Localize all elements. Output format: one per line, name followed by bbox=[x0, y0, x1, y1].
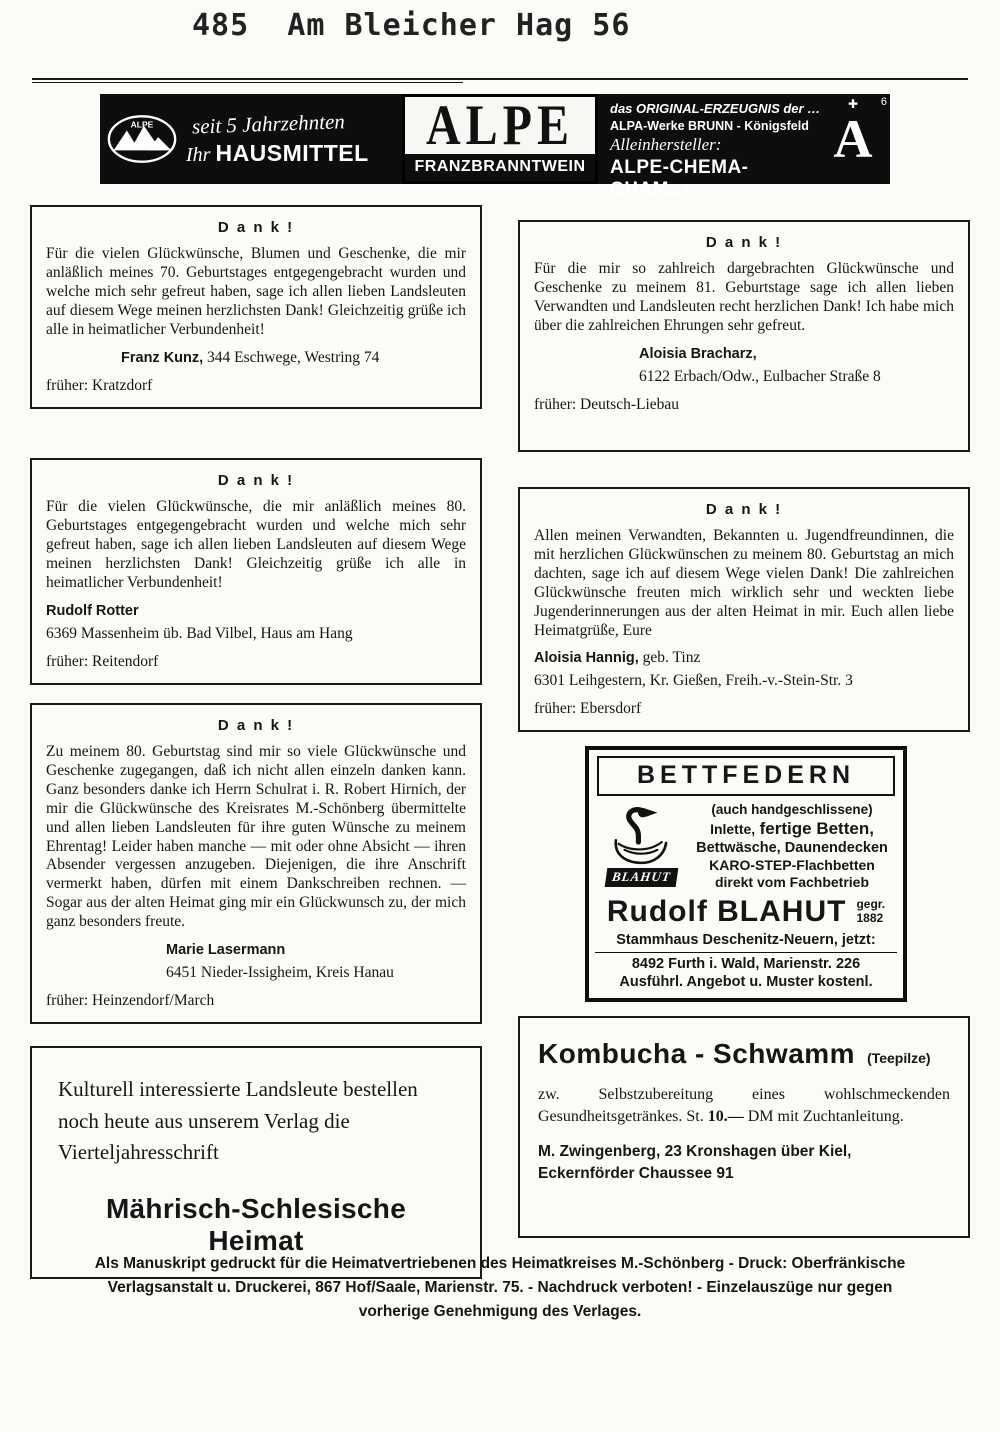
blahut-logo-label: BLAHUT bbox=[604, 868, 677, 887]
imprint-line-1: Als Manuskript gedruckt für die Heimatvertriebenen des Heimatkreises M.-Schönberg - Druck: Oberfränkische bbox=[94, 1255, 906, 1272]
notice-heading: D a n k ! bbox=[217, 717, 295, 734]
notice-rudolf-rotter bbox=[30, 458, 482, 685]
alpe-werke-line: ALPA-Werke BRUNN - Königsfeld bbox=[610, 119, 809, 133]
address-stamp: 485 Am Bleicher Hag 56 bbox=[192, 8, 631, 43]
bett-fertige-betten: fertige Betten, bbox=[759, 819, 874, 838]
notice-marie-lasermann bbox=[30, 703, 482, 1024]
bettfedern-offer-line: Ausführl. Angebot u. Muster kostenl. bbox=[619, 974, 873, 990]
alpe-slogan-hausmittel: HAUSMITTEL bbox=[215, 140, 369, 166]
kombucha-body bbox=[538, 1084, 950, 1127]
signature-name: Aloisia Hannig, bbox=[534, 650, 639, 667]
kombucha-body-pre: zw. Selbstzubereitung eines wohlschmeckenden Gesundheitsgetränkes. St. bbox=[538, 1086, 950, 1125]
bett-line-fachbetrieb: direkt vom Fachbetrieb bbox=[714, 874, 870, 890]
former-residence: früher: Kratzdorf bbox=[46, 376, 153, 394]
bett-line-bettwaesche: Bettwäsche, Daunendecken bbox=[696, 840, 888, 856]
kombucha-subtitle: (Teepilze) bbox=[867, 1050, 931, 1066]
notice-aloisia-bracharz bbox=[518, 220, 970, 452]
verlag-intro-text: Kulturell interessierte Landsleute bestellen noch heute aus unserem Verlag die Vierteljahresschrift bbox=[58, 1077, 418, 1164]
imprint-footer bbox=[30, 1252, 970, 1324]
signature-line bbox=[639, 345, 954, 363]
bettfedern-founded bbox=[856, 898, 885, 926]
address-line: 6122 Erbach/Odw., Eulbacher Straße 8 bbox=[639, 367, 881, 385]
signature-line bbox=[121, 349, 466, 367]
alpe-hersteller-line: Alleinhersteller: bbox=[610, 135, 722, 154]
address-line: 6301 Leihgestern, Kr. Gießen, Freih.-v.-Stein-Str. 3 bbox=[534, 672, 853, 690]
alpe-banner-left-text bbox=[186, 111, 396, 167]
bett-line-handgeschlissene: (auch handgeschlissene) bbox=[711, 802, 873, 817]
bett-inlette: Inlette, bbox=[710, 821, 756, 837]
notice-heading: D a n k ! bbox=[705, 501, 783, 518]
founded-label: gegr. bbox=[856, 897, 886, 912]
page-number-mark: 6 bbox=[880, 96, 887, 108]
signature-suffix: geb. Tinz bbox=[638, 649, 701, 667]
alpe-slogan-script: seit 5 Jahrzehnten bbox=[191, 109, 346, 139]
alpe-brand-word: ALPE bbox=[425, 94, 574, 157]
alpe-mountain-logo-icon bbox=[106, 114, 178, 164]
bettfedern-text-column bbox=[687, 800, 897, 890]
former-residence: früher: Reitendorf bbox=[46, 652, 159, 670]
alpe-chema-text: ALPE-CHEMA-CHAM bbox=[610, 157, 749, 200]
notice-body: Für die vielen Glückwünsche, die mir anläßlich meines 80. Geburtstages entgegengebracht wurden und welche mich sehr gefreut haben, sage ich allen lieben Landsleuten auf diesem Wege meinen herzlichsten Dank! Gleichzeitig grüße ich alle in heimatlicher Verbundenheit! bbox=[46, 498, 466, 591]
bettfedern-name-row bbox=[595, 895, 897, 929]
former-residence: früher: Ebersdorf bbox=[534, 700, 642, 718]
verlag-journal-title: Mährisch-Schlesische Heimat bbox=[105, 1192, 407, 1256]
signature-address: 344 Eschwege, Westring 74 bbox=[203, 348, 380, 366]
bettfedern-address-line: 8492 Furth i. Wald, Marienstr. 226 bbox=[595, 952, 897, 972]
bettfedern-company-name: Rudolf BLAHUT bbox=[606, 895, 847, 928]
signature-name: Franz Kunz, bbox=[121, 349, 204, 366]
kombucha-price: 10.— bbox=[707, 1107, 744, 1125]
imprint-line-3: vorherige Genehmigung des Verlages. bbox=[358, 1303, 642, 1321]
cross-icon: ✚ bbox=[847, 97, 859, 111]
founded-year: 1882 bbox=[856, 911, 884, 925]
alpe-a-badge bbox=[826, 98, 880, 169]
notice-body: Allen meinen Verwandten, Bekannten u. Jugendfreundinnen, die mit herzlichen Glückwünschen zu meinem 80. Geburtstag an mich dachten, sage ich auf diesem Wege vielen Dank! Die zahlreichen Glückwünsche freuten mich wirklich sehr und weckten liebe Jugenderinnerungen aus der alten Heimat in mir. Euch allen liebe Heimatgrüße, Eure bbox=[534, 527, 954, 639]
bettfedern-upper bbox=[595, 800, 897, 890]
alpe-a-letter: A bbox=[833, 109, 873, 169]
kombucha-contact: M. Zwingenberg, 23 Kronshagen über Kiel, Eckernförder Chaussee 91 bbox=[538, 1143, 852, 1182]
kombucha-body-post: DM mit Zuchtanleitung. bbox=[743, 1107, 904, 1125]
bett-line-karostep: KARO-STEP-Flachbetten bbox=[709, 857, 875, 873]
signature-name: Marie Lasermann bbox=[166, 942, 286, 959]
bettfedern-logo-column bbox=[595, 800, 687, 887]
notice-body: Für die vielen Glückwünsche, Blumen und Geschenke, die mir anläßlich meines 70. Geburtstages entgegengebracht wurden und welche mich sehr gefreut haben, sage ich allen lieben Landsleuten auf diesem Wege meinen herzlichsten Dank! Gleichzeitig grüße ich alle in heimatlicher Verbundenheit! bbox=[46, 245, 466, 338]
alpe-chema-suffix: /BAY. bbox=[669, 184, 702, 198]
imprint-line-2: Verlagsanstalt u. Druckerei, 867 Hof/Saale, Marienstr. 75. - Nachdruck verboten! - Einzelauszüge nur gegen bbox=[107, 1279, 893, 1297]
notice-body: Zu meinem 80. Geburtstag sind mir so viele Glückwünsche und Geschenke zugegangen, daß ich nicht allen einzeln danken kann. Ganz besonders danke ich Herrn Schulrat i. R. Robert Hirnich, der mir die Glückwünsche des Kreisrates M.-Schönberg übermittelte und allen lieben Landsleuten für ihre guten Wünsche zu meinem Ehrentag! Leider haben manche — mit oder ohne Absicht — ihren Absender vergessen anzugeben. Diejenigen, die ihre Anschrift vermerkt haben, dürfen mit einem Dankschreiben rechnen. — Sogar aus der alten Heimat ging mir ein Glückwunsch zu, der mich ganz besonders freute. bbox=[46, 743, 466, 931]
alpe-banner-center bbox=[402, 94, 598, 184]
alpe-chema-line bbox=[610, 157, 824, 201]
verlag-ad bbox=[30, 1046, 482, 1279]
signature-line bbox=[166, 941, 466, 959]
former-residence: früher: Heinzendorf/March bbox=[46, 992, 215, 1010]
top-divider bbox=[32, 78, 968, 80]
kombucha-title-row bbox=[538, 1038, 950, 1070]
notice-aloisia-hannig bbox=[518, 487, 970, 732]
kombucha-ad bbox=[518, 1016, 970, 1238]
address-line: 6369 Massenheim üb. Bad Vilbel, Haus am Hang bbox=[46, 624, 353, 642]
signature-line bbox=[46, 602, 466, 620]
kombucha-title: Kombucha - Schwamm bbox=[538, 1038, 856, 1069]
alpe-original-line: das ORIGINAL-ERZEUGNIS der … bbox=[610, 101, 821, 116]
notice-body: Für die mir so zahlreich dargebrachten Glückwünsche und Geschenke zu meinem 81. Geburtstage sage ich allen lieben Verwandten und Landsleuten recht herzlichen Dank! Ich habe mich über die zahlreichen Ehrungen sehr gefreut. bbox=[534, 260, 954, 334]
alpe-banner-right bbox=[598, 94, 890, 200]
swan-icon bbox=[595, 804, 687, 868]
alpe-logo-label: ALPE bbox=[130, 119, 154, 130]
bettfedern-stammhaus-line: Stammhaus Deschenitz-Neuern, jetzt: bbox=[616, 932, 876, 948]
former-residence: früher: Deutsch-Liebau bbox=[534, 395, 680, 413]
alpe-slogan-prefix: Ihr bbox=[186, 144, 211, 166]
notice-franz-kunz bbox=[30, 205, 482, 409]
alpe-banner-left bbox=[100, 94, 402, 184]
signature-name: Aloisia Bracharz, bbox=[639, 345, 757, 362]
notice-heading: D a n k ! bbox=[217, 219, 295, 236]
alpe-slogan-line bbox=[186, 140, 396, 167]
notice-heading: D a n k ! bbox=[705, 234, 783, 251]
alpe-banner-ad bbox=[100, 94, 890, 200]
alpe-franzbranntwein-strip: FRANZBRANNTWEIN bbox=[405, 154, 595, 181]
bettfedern-ad bbox=[585, 746, 907, 1002]
bett-line-inlette bbox=[687, 819, 897, 839]
signature-name: Rudolf Rotter bbox=[46, 602, 139, 619]
bettfedern-title: BETTFEDERN bbox=[597, 756, 895, 796]
notice-heading: D a n k ! bbox=[217, 472, 295, 489]
signature-line bbox=[534, 649, 954, 667]
address-line: 6451 Nieder-Issigheim, Kreis Hanau bbox=[166, 964, 394, 982]
